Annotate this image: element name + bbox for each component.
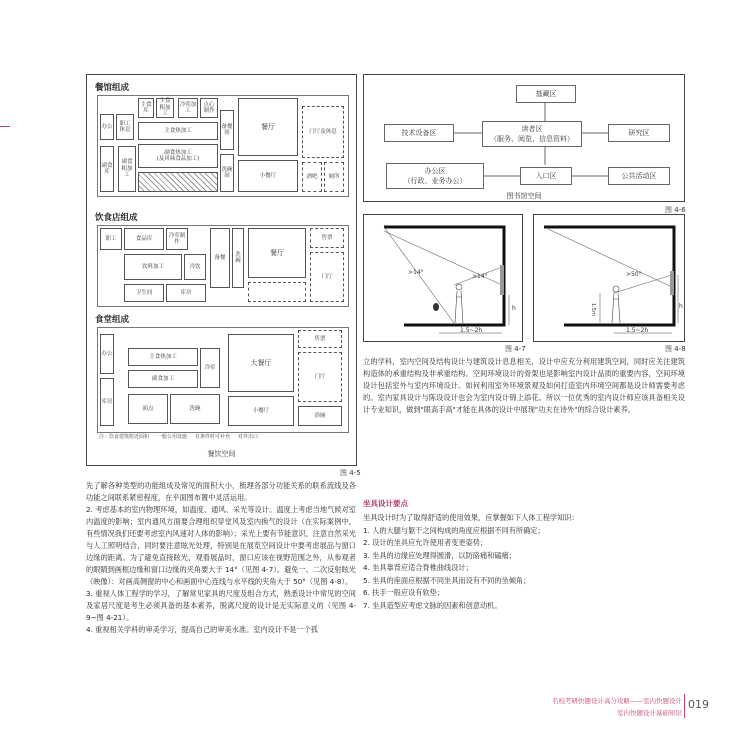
- figure-number: 图 4-7: [505, 345, 526, 353]
- distance-label: 1.5~2h: [626, 327, 649, 334]
- restaurant-figure: [86, 74, 357, 466]
- paragraph: 2. 考虑基本的室内物理环境，如温度、通风、采光等设计。温度上考虑当地气候对室内温度的影响；室内通风方面要合理组织穿堂风及室内换气的设计（在实际案例中，有些情况我们还要考虑室内风速对人体的影响）；采光上要有节能意识，注意自然采光与人工照明结合，同时要注意眩光处理，特别是在展览空间设计中要考虑展品与窗口边缘的距离。为了避免直接眩光，观看展品时，窗口应该在视野范围之外，从参观者的眼睛到画框边缘和窗口边缘的夹角要大于 14°（见图 4-7）。避免一、二次反射眩光（映像）：对画高侧窗的中心和画面中心连线与水平线的夹角大于 50°（见图 4-8）。: [86, 505, 356, 586]
- canteen-section-title: 食堂组成: [95, 315, 130, 325]
- list-item: 5. 坐具的座面应根据不同坐具而设有不同的坐倾角；: [363, 575, 531, 585]
- plan-room: 冷饮: [184, 254, 206, 280]
- library-node-public: 公共活动区: [608, 167, 670, 185]
- furniture-list: [363, 512, 685, 612]
- height-label: h: [512, 305, 516, 312]
- plan-room: 售票: [298, 330, 342, 348]
- plan-room: 门厅及休息: [302, 106, 344, 158]
- height-label: 1.5m: [590, 303, 596, 316]
- list-item: 2. 设计的坐具应允许使用者变更姿势；: [363, 538, 488, 547]
- snackbar-section-title: 饮食店组成: [95, 213, 138, 223]
- paragraph: 4. 重视相关学科的审美学习，提高自己的审美水准。室内设计不是一个孤: [86, 625, 318, 634]
- library-caption: 图书馆空间: [506, 192, 542, 200]
- plan-room: 浴厕: [298, 406, 342, 426]
- view-figure-right: [533, 214, 685, 342]
- library-node-research: 研究区: [608, 124, 670, 142]
- canteen-plan: [97, 327, 349, 433]
- plan-room: 门厅: [310, 252, 344, 302]
- furniture-section-title: 坐具设计要点: [363, 499, 408, 508]
- plan-room: 洗碗: [232, 228, 244, 288]
- plan-room: [248, 282, 306, 302]
- legend-item: 注：饮食建筑附近面积: [99, 434, 150, 440]
- legend-item: 有条件时可补充: [195, 434, 231, 440]
- height-label: h: [679, 303, 683, 310]
- angle-label: >14°: [472, 273, 488, 280]
- plan-room: 洗碗: [170, 394, 220, 424]
- plan-room: 门厅: [298, 352, 342, 402]
- angle-label: >50°: [626, 271, 642, 278]
- restaurant-plan: [97, 95, 349, 197]
- footer-title: 名校考研快题设计高分攻略——室内快题设计: [552, 697, 682, 705]
- legend-item: 一般公用设施: [157, 434, 188, 440]
- snackbar-plan: [97, 225, 349, 307]
- glare-diagram-left: [364, 215, 524, 343]
- paragraph: 先了解各种类型的功能组成及常见的面积大小，梳理各部分功能关系的联系流线及各功能之间联系紧密程度，在平面图布置中灵活运用。: [86, 481, 356, 502]
- plan-room: 冷荤制作: [166, 228, 188, 250]
- figure-number: 图 4-6: [665, 206, 686, 214]
- list-item: 4. 坐具靠背应适合脊椎曲线设计；: [363, 563, 473, 572]
- list-item: 3. 坐具的边缘应处理得圆滑，以防硌痛和磕痛；: [363, 550, 516, 560]
- angle-label: >14°: [408, 269, 424, 276]
- plan-room: 副食加工: [128, 370, 198, 388]
- plan-room: 职工: [100, 228, 122, 250]
- figure-caption: 餐饮空间: [207, 450, 236, 458]
- plan-room: 小餐厅: [238, 160, 298, 192]
- legend-item: 对外出口: [238, 434, 259, 440]
- library-node-basic: 基藏区: [516, 85, 576, 103]
- figure-number: 图 4-5: [340, 469, 361, 477]
- plan-room: 办公: [100, 114, 114, 140]
- plan-room: 主食热加工: [128, 348, 198, 366]
- margin-mark: [0, 126, 10, 127]
- restaurant-section-title: 餐馆组成: [95, 83, 130, 93]
- figure-legend: [99, 433, 349, 440]
- plan-room: 点心制作: [200, 98, 218, 118]
- plan-room: 库房: [166, 284, 206, 302]
- plan-room: 洗碗间: [220, 154, 234, 192]
- left-body-text: [86, 480, 356, 636]
- library-node-reader: 读者区 （服务、阅览、信息资料）: [482, 121, 582, 147]
- furniture-intro: 坐具设计时为了取得舒适的使用效果，应掌握如下人体工程学知识：: [363, 513, 579, 522]
- plan-room: 餐厅: [248, 228, 306, 278]
- plan-room: 库房: [100, 378, 114, 426]
- plan-room: 冷荤加工: [178, 98, 198, 118]
- plan-room: 小餐厅: [228, 396, 294, 426]
- plan-room: 饮料加工: [124, 254, 182, 280]
- plan-room: 酒吧: [302, 162, 322, 192]
- plan-room: 餐厅: [238, 98, 298, 156]
- plan-room: 主食热加工: [138, 122, 218, 140]
- view-figure-left: [363, 214, 523, 342]
- plan-room: 备餐间: [220, 110, 234, 150]
- plan-room: 副食热加工 (及风味食品加工): [138, 144, 218, 168]
- list-item: 6. 扶手一般应设有软垫；: [363, 588, 445, 597]
- plan-room: 食品库: [124, 228, 164, 250]
- distance-label: 1.5~2h: [460, 327, 483, 334]
- library-node-tech: 技术设备区: [384, 124, 454, 142]
- plan-room: 办公: [100, 334, 114, 374]
- list-item: 1. 人的大腿与躯干之间构成的角度应根据不同有所确定；: [363, 525, 545, 535]
- library-figure: [363, 74, 685, 202]
- plan-room: 副食粗加工: [118, 146, 136, 192]
- figure-number: 图 4-8: [665, 345, 686, 353]
- glare-diagram-right: [534, 215, 686, 343]
- plan-room: 主食库: [138, 98, 154, 118]
- plan-room: 面点: [128, 394, 168, 424]
- right-paragraph: 立的学科，室内空间及结构设计与建筑设计息息相关，设计中应充分利用建筑空间，同时应关注建筑构造体的承重结构及非承重结构。空间环境设计的骨架也是影响室内设计品质的重要内容，空间环境设计包括室外与室内环境设计。如何利用室外环境景观及如何打造室内环境空间都是设计师需要考虑的。室内家具设计与陈设设计也会为室内设计锦上添花。所以一位优秀的室内设计师应该具备相关设计专业知识，做到"眼高手高"才能在具体的设计中展现"功夫在诗外"的综合设计素养。: [363, 357, 685, 414]
- page-number: 019: [688, 698, 709, 711]
- plan-room: 卫生间: [124, 284, 164, 302]
- plan-room: 厕所: [324, 162, 344, 192]
- library-node-entrance: 入口区: [520, 167, 572, 185]
- plan-room: 职工休息: [116, 114, 134, 140]
- plan-room: 售票: [310, 228, 344, 248]
- paragraph: 3. 重视人体工程学的学习，了解常见家具的尺度及组合方式，熟悉设计中常见的空间及家居尺度是考生必须具备的基本素养，脱离尺度的设计是无实际意义的（见图 4-9~图 4-21）。: [86, 589, 356, 622]
- plan-room: 副食库: [100, 146, 114, 192]
- plan-room: 主食粗加工: [156, 98, 174, 118]
- plan-room: [138, 172, 218, 192]
- plan-room: 备餐: [210, 228, 230, 288]
- footer-divider: [684, 694, 685, 718]
- library-node-office: 办公区 （行政、业务办公）: [386, 163, 484, 189]
- list-item: 7. 坐具造型应考虑文脉的因素和创意动机。: [363, 600, 502, 610]
- plan-room: 大餐厅: [228, 334, 294, 392]
- footer-subtitle: 室内快题设计基础知识: [617, 709, 682, 717]
- plan-room: 冷荤: [200, 348, 220, 388]
